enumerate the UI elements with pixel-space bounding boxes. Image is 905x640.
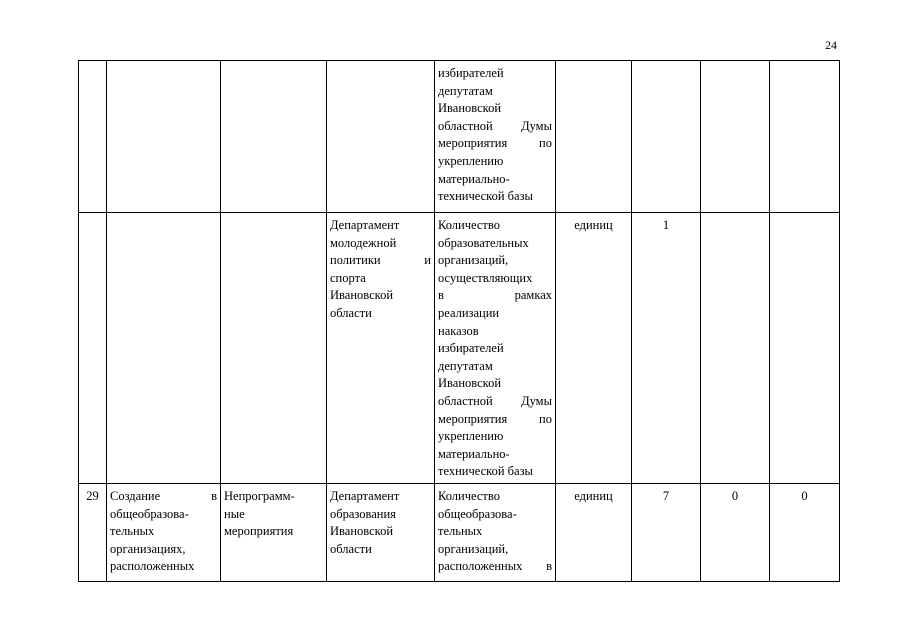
cell-text: единиц <box>574 218 613 232</box>
value-1-cell <box>632 484 701 582</box>
cell-text-line: мероприятия по <box>438 136 552 151</box>
indicator-cell <box>435 61 556 213</box>
cell-text-line: мероприятия <box>224 524 294 539</box>
program-type-cell <box>221 61 327 213</box>
department-cell <box>327 484 435 582</box>
cell-text: 7 <box>662 489 670 503</box>
cell-text-line: Создание в <box>110 489 217 503</box>
cell-text-line: депутатам <box>438 83 493 98</box>
cell-text-line: технической базы <box>438 189 533 204</box>
unit-cell <box>556 484 632 582</box>
cell-text-line: расположенных в <box>438 559 552 574</box>
measure-name-cell <box>107 484 221 582</box>
cell-text: 1 <box>662 218 670 232</box>
cell-text: единиц <box>574 489 613 503</box>
indicator-cell <box>435 484 556 582</box>
table-row <box>79 61 840 213</box>
department-cell <box>327 61 435 213</box>
cell-text-line: тельных <box>438 524 483 539</box>
program-type-cell <box>221 484 327 582</box>
measure-name-cell <box>107 213 221 484</box>
cell-text-line: области <box>330 541 372 556</box>
table-row <box>79 213 840 484</box>
cell-text-line: тельных <box>110 524 155 539</box>
cell-text: 0 <box>731 489 739 503</box>
cell-text-line: расположенных <box>110 559 195 574</box>
cell-text-line: в рамках <box>438 288 552 303</box>
table-row <box>79 484 840 582</box>
cell-text-line: Непрограмм- <box>224 489 295 503</box>
cell-text-line: реализации <box>438 305 500 320</box>
cell-text-line: Департамент <box>330 218 400 232</box>
value-1-cell <box>632 213 701 484</box>
cell-text-line: Департамент <box>330 489 400 503</box>
value-1-cell <box>632 61 701 213</box>
cell-text: 0 <box>801 489 808 503</box>
cell-text-line: общеобразова- <box>438 506 517 521</box>
cell-text-line: области <box>330 305 372 320</box>
unit-cell <box>556 61 632 213</box>
cell-text-line: областной Думы <box>438 393 552 408</box>
cell-text-line: организаций, <box>438 253 509 268</box>
value-3-cell <box>770 213 840 484</box>
cell-text-line: Ивановской <box>438 101 502 116</box>
cell-text-line: укреплению <box>438 429 504 444</box>
cell-text-line: организаций, <box>438 541 509 556</box>
page-number: 24 <box>825 38 837 52</box>
cell-text-line: Ивановской <box>330 524 394 539</box>
cell-text-line: образования <box>330 506 396 521</box>
value-3-cell <box>770 484 840 582</box>
cell-text-line: избирателей <box>438 66 504 80</box>
program-indicators-table <box>78 60 840 582</box>
cell-text-line: организациях, <box>110 541 186 556</box>
cell-text-line: осуществляющих <box>438 270 533 285</box>
cell-text-line: образовательных <box>438 235 529 250</box>
cell-text-line: депутатам <box>438 358 493 373</box>
value-2-cell <box>701 484 770 582</box>
cell-text-line: материально- <box>438 446 510 461</box>
cell-text-line: политики и <box>330 253 431 268</box>
cell-text-line: наказов <box>438 323 479 338</box>
department-cell <box>327 213 435 484</box>
row-number-cell <box>79 484 107 582</box>
value-3-cell <box>770 61 840 213</box>
cell-text-line: областной Думы <box>438 118 552 133</box>
value-2-cell <box>701 61 770 213</box>
cell-text-line: укреплению <box>438 153 504 168</box>
cell-text-line: технической базы <box>438 464 533 479</box>
value-2-cell <box>701 213 770 484</box>
cell-text-line: Ивановской <box>330 288 394 303</box>
indicator-cell <box>435 213 556 484</box>
cell-text-line: материально- <box>438 171 510 186</box>
cell-text-line: спорта <box>330 270 366 285</box>
row-number-cell <box>79 213 107 484</box>
cell-text-line: Количество <box>438 218 500 232</box>
measure-name-cell <box>107 61 221 213</box>
cell-text-line: Ивановской <box>438 376 502 391</box>
row-number-cell <box>79 61 107 213</box>
cell-text-line: мероприятия по <box>438 411 552 426</box>
cell-text-line: молодежной <box>330 235 397 250</box>
cell-text-line: Количество <box>438 489 500 503</box>
cell-text: 29 <box>86 489 99 503</box>
unit-cell <box>556 213 632 484</box>
cell-text-line: ные <box>224 506 245 521</box>
cell-text-line: общеобразова- <box>110 506 189 521</box>
cell-text-line: избирателей <box>438 341 504 356</box>
program-type-cell <box>221 213 327 484</box>
